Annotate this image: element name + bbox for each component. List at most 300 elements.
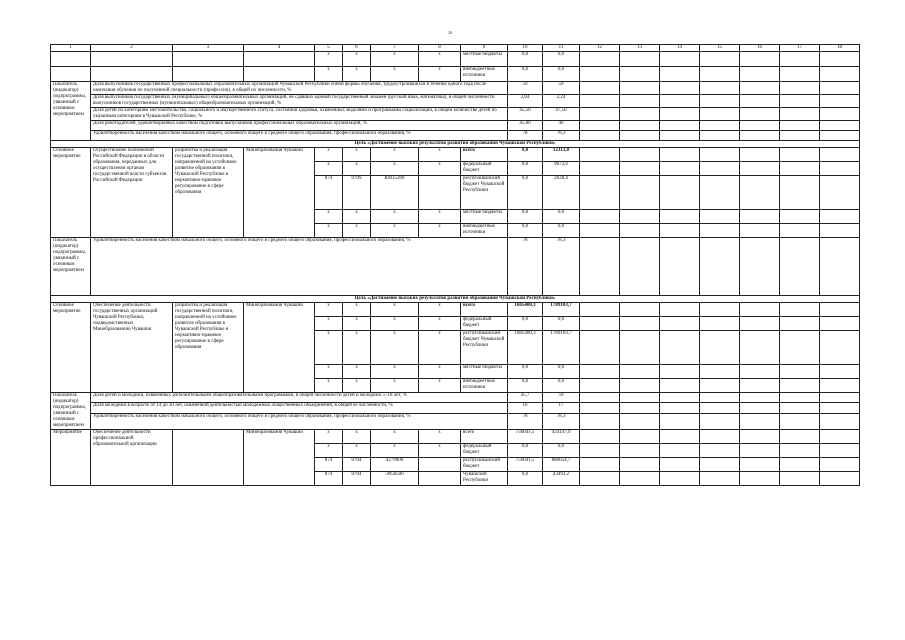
empty-cell	[700, 131, 740, 141]
budget-code: x	[315, 317, 343, 331]
empty-cell	[700, 148, 740, 162]
empty-cell	[660, 210, 700, 224]
table-row	[51, 67, 860, 82]
activity-row	[51, 303, 860, 317]
budget-code: x	[371, 365, 419, 379]
indicator-row	[51, 238, 860, 296]
empty-cell	[780, 444, 820, 458]
empty-cell	[620, 472, 660, 486]
column-number: 10	[508, 45, 543, 52]
budget-code: x	[371, 210, 419, 224]
empty-cell	[700, 176, 740, 210]
budget-code: x	[371, 224, 419, 238]
empty-cell	[700, 403, 740, 413]
empty-cell	[580, 224, 620, 238]
funding-value: 880654,7	[543, 458, 580, 472]
budget-code: x	[343, 148, 371, 162]
budget-code: x	[343, 430, 371, 444]
funding-value: 0,0	[508, 472, 543, 486]
indicator-value-2020: 47,50	[543, 108, 580, 121]
empty-cell	[740, 413, 780, 429]
funding-source: всего	[461, 303, 508, 317]
table-cell	[244, 52, 315, 67]
empty-cell	[780, 148, 820, 162]
empty-cell	[700, 458, 740, 472]
budget-code: x	[419, 210, 461, 224]
activity-name: Обеспечение деятельности государственных организаций Чувашской Республики, подведомственных Минобразованию Чувашии	[91, 303, 173, 393]
empty-cell	[820, 365, 860, 379]
activity-row	[51, 430, 860, 444]
empty-cell	[700, 365, 740, 379]
empty-cell	[620, 162, 660, 176]
empty-cell	[780, 331, 820, 365]
empty-cell	[740, 331, 780, 365]
empty-cell	[580, 148, 620, 162]
empty-cell	[780, 238, 820, 296]
budget-code: x	[419, 303, 461, 317]
budget-code: x	[315, 444, 343, 458]
empty-cell	[780, 121, 820, 131]
budget-code: x	[315, 430, 343, 444]
empty-cell	[700, 472, 740, 486]
indicator-value-2019: 45,7	[508, 393, 543, 403]
budget-code: x	[371, 331, 419, 365]
budget-code: x	[343, 210, 371, 224]
empty-cell	[700, 210, 740, 224]
empty-cell	[660, 108, 700, 121]
budget-code	[419, 176, 461, 210]
empty-cell	[700, 379, 740, 393]
funding-value: 0,0	[543, 224, 580, 238]
activity-name: Обеспечение деятельности профессиональной образовательной организации	[91, 430, 173, 486]
funding-source: всего	[461, 148, 508, 162]
funding-source: республиканский бюджет Чувашской Республики	[461, 331, 508, 365]
table-cell	[51, 67, 91, 82]
indicator-row	[51, 95, 860, 108]
empty-cell	[740, 162, 780, 176]
funding-source: республиканский бюджет	[461, 458, 508, 472]
budget-code: x	[343, 331, 371, 365]
empty-cell	[820, 108, 860, 121]
funding-source: федеральный бюджет	[461, 317, 508, 331]
empty-cell	[580, 472, 620, 486]
funding-source: республиканский бюджет Чувашской Республики	[461, 176, 508, 210]
activity-executor: Минобразования Чувашии	[244, 303, 315, 393]
empty-cell	[780, 82, 820, 95]
funding-value: 756041,5	[508, 430, 543, 444]
empty-cell	[660, 303, 700, 317]
funding-value: 9673,6	[543, 162, 580, 176]
table-cell	[580, 52, 620, 67]
budget-code: x	[315, 365, 343, 379]
empty-cell	[780, 379, 820, 393]
funding-source: внебюджетные источники	[461, 379, 508, 393]
budget-code: x	[371, 148, 419, 162]
budget-code: x	[343, 365, 371, 379]
table-cell	[620, 67, 660, 82]
activity-status: Основное мероприятие	[51, 148, 91, 238]
column-number: 14	[660, 45, 700, 52]
table-cell	[620, 52, 660, 67]
goal-title: Цель «Достижение высоких результатов развития образования Чувашской Республики»	[51, 141, 860, 148]
empty-cell	[580, 458, 620, 472]
empty-cell	[580, 131, 620, 141]
funding-value: 924147,9	[543, 430, 580, 444]
budget-code: x	[371, 379, 419, 393]
funding-source: Чувашской Республики	[461, 472, 508, 486]
empty-cell	[620, 393, 660, 403]
empty-cell	[700, 121, 740, 131]
empty-cell	[580, 430, 620, 444]
table-cell	[91, 52, 173, 67]
budget-code: x	[315, 162, 343, 176]
empty-cell	[780, 458, 820, 472]
empty-cell	[820, 413, 860, 429]
empty-cell	[740, 317, 780, 331]
budget-code: 874	[315, 472, 343, 486]
column-number: 3	[173, 45, 244, 52]
empty-cell	[660, 95, 700, 108]
empty-cell	[780, 413, 820, 429]
empty-cell	[820, 176, 860, 210]
empty-cell	[700, 331, 740, 365]
funding-value: 0,0	[508, 210, 543, 224]
empty-cell	[580, 238, 620, 296]
goal-row	[51, 296, 860, 303]
empty-cell	[700, 413, 740, 429]
empty-cell	[780, 430, 820, 444]
budget-code: x	[371, 444, 419, 458]
empty-cell	[580, 303, 620, 317]
empty-cell	[620, 148, 660, 162]
empty-cell	[660, 458, 700, 472]
budget-code: x	[315, 331, 343, 365]
empty-cell	[700, 393, 740, 403]
empty-cell	[820, 131, 860, 141]
empty-cell	[740, 403, 780, 413]
empty-cell	[740, 379, 780, 393]
funding-value: 0,0	[508, 224, 543, 238]
indicator-text: Удовлетворенность населения качеством начального общего, основного общего и среднего общего образования, профессионального образования, %	[91, 413, 508, 429]
indicator-value-2020: 46	[543, 121, 580, 131]
empty-cell	[620, 403, 660, 413]
column-number: 15	[700, 45, 740, 52]
empty-cell	[660, 365, 700, 379]
empty-cell	[780, 317, 820, 331]
table-cell	[173, 52, 244, 67]
table-cell	[700, 67, 740, 82]
indicator-text: Удовлетворенность населения качеством начального общего, основного общего и среднего общего образования, профессионального образования, %	[91, 131, 508, 141]
indicator-value-2020: 59	[543, 82, 580, 95]
empty-cell	[660, 162, 700, 176]
indicator-value-2019: 78	[508, 413, 543, 429]
funding-source: местные бюджеты	[461, 365, 508, 379]
table-cell: x	[315, 52, 343, 67]
table-cell: x	[315, 67, 343, 82]
empty-cell	[740, 121, 780, 131]
empty-cell	[580, 162, 620, 176]
empty-cell	[820, 430, 860, 444]
table-cell: x	[419, 67, 461, 82]
budget-code: 0704	[343, 458, 371, 472]
empty-cell	[740, 238, 780, 296]
column-number: 7	[371, 45, 419, 52]
indicator-text: Доля выпускников государственных профессиональных образовательных организаций Чувашской Республики очной формы обучения, трудоустроившихся в течение одного года после окончания обучения по полученной специальности (профессии), в общей их численности, %	[91, 82, 508, 95]
empty-cell	[820, 95, 860, 108]
empty-cell	[780, 95, 820, 108]
empty-cell	[620, 331, 660, 365]
funding-value: 1789103,7	[543, 303, 580, 317]
empty-cell	[620, 458, 660, 472]
budget-code: x	[419, 365, 461, 379]
empty-cell	[620, 176, 660, 210]
budget-code: x	[315, 303, 343, 317]
indicator-text: Удовлетворенность населения качеством начального общего, основного общего и среднего общего образования, профессионального образования, %	[91, 238, 508, 296]
activity-row	[51, 148, 860, 162]
empty-cell	[740, 458, 780, 472]
indicator-row	[51, 403, 860, 413]
empty-cell	[620, 108, 660, 121]
funding-value: 12312,0	[543, 148, 580, 162]
column-number: 17	[780, 45, 820, 52]
indicator-value-2020: 17	[543, 403, 580, 413]
indicator-row	[51, 108, 860, 121]
empty-cell	[820, 317, 860, 331]
empty-cell	[740, 430, 780, 444]
table-cell: x	[371, 52, 419, 67]
indicator-value-2019: 45,50	[508, 108, 543, 121]
table-cell: x	[419, 52, 461, 67]
empty-cell	[580, 210, 620, 224]
activity-task: разработка и реализация государственной политики, направленной на устойчивое развитие образования в Чувашской Республике и нормативно-правовое регулирование в сфере образования	[173, 148, 244, 238]
budget-code: x	[419, 148, 461, 162]
empty-cell	[820, 331, 860, 365]
activity-executor: Минобразования Чувашии	[244, 148, 315, 238]
empty-cell	[620, 238, 660, 296]
empty-cell	[820, 148, 860, 162]
budget-code: x	[371, 162, 419, 176]
empty-cell	[580, 393, 620, 403]
indicator-row	[51, 413, 860, 429]
empty-cell	[820, 162, 860, 176]
empty-cell	[660, 331, 700, 365]
budget-code: x	[343, 224, 371, 238]
empty-cell	[620, 444, 660, 458]
column-number: 13	[620, 45, 660, 52]
funding-source: федеральный бюджет	[461, 444, 508, 458]
indicator-label: Показатель (индикатор) подпрограммы, увязанный с основным мероприятием	[51, 82, 91, 141]
indicator-value-2019: 78	[508, 131, 543, 141]
empty-cell	[580, 108, 620, 121]
empty-cell	[740, 210, 780, 224]
empty-cell	[620, 224, 660, 238]
budget-code: x	[343, 303, 371, 317]
empty-cell	[740, 444, 780, 458]
indicator-text: Доля детей и молодежи, охваченных дополнительными общеобразовательными программами, в общей численности детей и молодежи 5–18 лет, %	[91, 393, 508, 403]
empty-cell	[580, 365, 620, 379]
funding-value: 0,0	[543, 365, 580, 379]
column-number: 2	[91, 45, 173, 52]
funding-value: 0,0	[508, 162, 543, 176]
empty-cell	[620, 365, 660, 379]
funding-value: 43493,2	[543, 472, 580, 486]
empty-cell	[580, 379, 620, 393]
empty-cell	[660, 317, 700, 331]
empty-cell	[780, 224, 820, 238]
column-number: 12	[580, 45, 620, 52]
empty-cell	[700, 162, 740, 176]
table-cell	[700, 52, 740, 67]
funding-value: 0,0	[508, 444, 543, 458]
funding-source: федеральный бюджет	[461, 162, 508, 176]
funding-value: 0,0	[508, 379, 543, 393]
indicator-value-2020: 59	[543, 393, 580, 403]
empty-cell	[580, 331, 620, 365]
empty-cell	[700, 82, 740, 95]
indicator-text: Доля молодежи в возрасте от 14 до 30 лет, охваченной деятельностью молодежных общественных объединений, в общей ее численности, %	[91, 403, 508, 413]
column-number: 1	[51, 45, 91, 52]
funding-value: 0,0	[508, 148, 543, 162]
empty-cell	[660, 403, 700, 413]
table-cell: 0,0	[543, 67, 580, 82]
table-cell: x	[343, 52, 371, 67]
empty-cell	[660, 238, 700, 296]
budget-code: x	[419, 331, 461, 365]
empty-cell	[780, 210, 820, 224]
empty-cell	[780, 131, 820, 141]
empty-cell	[700, 108, 740, 121]
empty-cell	[780, 162, 820, 176]
empty-cell	[660, 224, 700, 238]
empty-cell	[820, 472, 860, 486]
column-number: 11	[543, 45, 580, 52]
table-cell	[780, 67, 820, 82]
budget-code: x	[419, 379, 461, 393]
table-cell	[91, 67, 173, 82]
table-cell	[244, 67, 315, 82]
empty-cell	[740, 95, 780, 108]
budget-code: x	[343, 317, 371, 331]
empty-cell	[660, 413, 700, 429]
empty-cell	[620, 210, 660, 224]
empty-cell	[660, 472, 700, 486]
funding-value: 0,0	[508, 365, 543, 379]
funding-value: 0,0	[543, 444, 580, 458]
empty-cell	[660, 148, 700, 162]
empty-cell	[780, 472, 820, 486]
table-cell	[173, 67, 244, 82]
empty-cell	[780, 393, 820, 403]
empty-cell	[820, 393, 860, 403]
budget-code	[419, 458, 461, 472]
activity-status: Мероприятие	[51, 430, 91, 486]
empty-cell	[740, 148, 780, 162]
table-cell: внебюджетные источники	[461, 67, 508, 82]
table-cell	[740, 67, 780, 82]
empty-cell	[660, 121, 700, 131]
funding-value: 1685400,3	[508, 331, 543, 365]
empty-cell	[740, 393, 780, 403]
table-cell	[660, 67, 700, 82]
empty-cell	[580, 95, 620, 108]
budget-code: Ю015200	[371, 176, 419, 210]
empty-cell	[580, 317, 620, 331]
funding-value: 756041,5	[508, 458, 543, 472]
column-number: 8	[419, 45, 461, 52]
table-cell	[820, 67, 860, 82]
empty-cell	[820, 458, 860, 472]
indicator-text: Доля работодателей, удовлетворенных качеством подготовки выпускников профессиональных образовательных организаций, %	[91, 121, 508, 131]
budget-code: x	[419, 224, 461, 238]
table-cell: x	[343, 67, 371, 82]
empty-cell	[780, 403, 820, 413]
budget-code: 0709	[343, 176, 371, 210]
empty-cell	[820, 403, 860, 413]
empty-cell	[620, 430, 660, 444]
empty-cell	[660, 430, 700, 444]
empty-cell	[820, 210, 860, 224]
empty-cell	[660, 379, 700, 393]
empty-cell	[660, 176, 700, 210]
empty-cell	[580, 176, 620, 210]
budget-code	[419, 472, 461, 486]
empty-cell	[820, 82, 860, 95]
budget-code: x	[315, 210, 343, 224]
indicator-row	[51, 393, 860, 403]
funding-value: 0,0	[543, 210, 580, 224]
indicator-row	[51, 82, 860, 95]
empty-cell	[620, 95, 660, 108]
empty-cell	[700, 303, 740, 317]
funding-source: всего	[461, 430, 508, 444]
budget-code: 0704	[343, 472, 371, 486]
header-row	[51, 45, 860, 52]
funding-value: 0,0	[508, 317, 543, 331]
empty-cell	[620, 413, 660, 429]
empty-cell	[660, 444, 700, 458]
column-number: 5	[315, 45, 343, 52]
empty-cell	[780, 176, 820, 210]
indicator-row	[51, 131, 860, 141]
empty-cell	[820, 379, 860, 393]
budget-code: x	[343, 162, 371, 176]
funding-source: внебюджетные источники	[461, 224, 508, 238]
indicator-value-2019: 16	[508, 403, 543, 413]
program-table	[50, 44, 860, 486]
indicator-text: Доля выпускников государственных (муниципальных) общеобразовательных организаций, не сдавших единый государственный экзамен (русский язык, математика), в общей численности выпускников государственных (муниципальных) общеобразовательных организаций, %	[91, 95, 508, 108]
budget-code: x	[371, 303, 419, 317]
empty-cell	[700, 95, 740, 108]
budget-code: x	[419, 430, 461, 444]
empty-cell	[700, 224, 740, 238]
budget-code: Э058500	[371, 472, 419, 486]
empty-cell	[700, 317, 740, 331]
column-number: 16	[740, 45, 780, 52]
table-cell: 0,0	[543, 52, 580, 67]
empty-cell	[700, 444, 740, 458]
indicator-label: Показатель (индикатор) подпрограммы, увязанный с основным мероприятием	[51, 393, 91, 430]
activity-status: Основное мероприятие	[51, 303, 91, 393]
empty-cell	[740, 303, 780, 317]
empty-cell	[820, 224, 860, 238]
empty-cell	[580, 413, 620, 429]
indicator-value-2020: 78,3	[543, 413, 580, 429]
activity-task	[173, 430, 244, 486]
table-cell	[740, 52, 780, 67]
empty-cell	[660, 393, 700, 403]
empty-cell	[740, 224, 780, 238]
empty-cell	[780, 108, 820, 121]
